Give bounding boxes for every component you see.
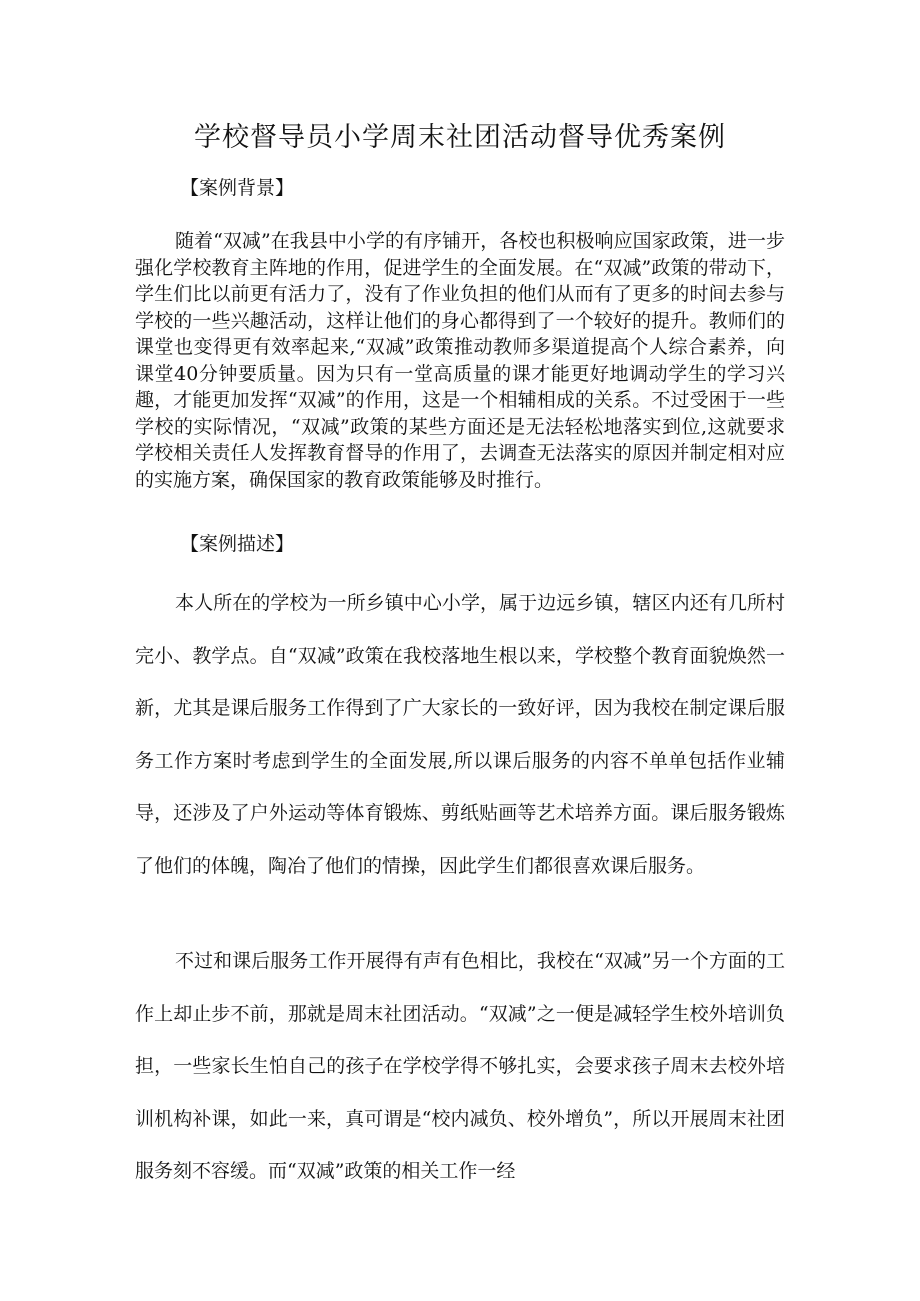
paragraph-description-1: 本人所在的学校为一所乡镇中心小学，属于边远乡镇，辖区内还有几所村完小、教学点。自“双减”政策在我校落地生根以来，学校整个教育面貌焕然一新，尤其是课后服务工作得到了广大家长的一致好评，因为我校在制定课后服务工作方案时考虑到学生的全面发展,所以课后服务的内容不单单包括作业辅导，还涉及了户外运动等体育锻炼、剪纸贴画等艺术培养方面。课后服务锻炼了他们的体魄，陶冶了他们的情操，因此学生们都很喜欢课后服务。	[135, 592, 785, 877]
document-title: 学校督导员小学周末社团活动督导优秀案例	[194, 122, 726, 153]
section-heading-description: 【案例描述】	[180, 533, 295, 555]
paragraph-description-2: 不过和课后服务工作开展得有声有色相比，我校在“双减”另一个方面的工作上却止步不前，那就是周末社团活动。“双减”之一便是减轻学生校外培训负担，一些家长生怕自己的孩子在学校学得不够扎实，会要求孩子周末去校外培训机构补课，如此一来，真可谓是“校内减负、校外增负”，所以开展周末社团服务刻不容缓。而“双减”政策的相关工作一经	[135, 950, 785, 1182]
section-heading-background: 【案例背景】	[180, 177, 295, 199]
paragraph-background: 随着“双减”在我县中小学的有序铺开，各校也积极响应国家政策，进一步强化学校教育主阵地的作用，促进学生的全面发展。在“双减”政策的带动下，学生们比以前更有活力了，没有了作业负担的他们从而有了更多的时间去参与学校的一些兴趣活动，这样让他们的身心都得到了一个较好的提升。教师们的课堂也变得更有效率起来,“双减”政策推动教师多渠道提高个人综合素养，向课堂40分钟要质量。因为只有一堂高质量的课才能更好地调动学生的学习兴趣，才能更加发挥“双减”的作用，这是一个相辅相成的关系。不过受困于一些学校的实际情况，“双减”政策的某些方面还是无法轻松地落实到位,这就要求学校相关责任人发挥教育督导的作用了，去调查无法落实的原因并制定相对应的实施方案，确保国家的教育政策能够及时推行。	[135, 230, 785, 491]
